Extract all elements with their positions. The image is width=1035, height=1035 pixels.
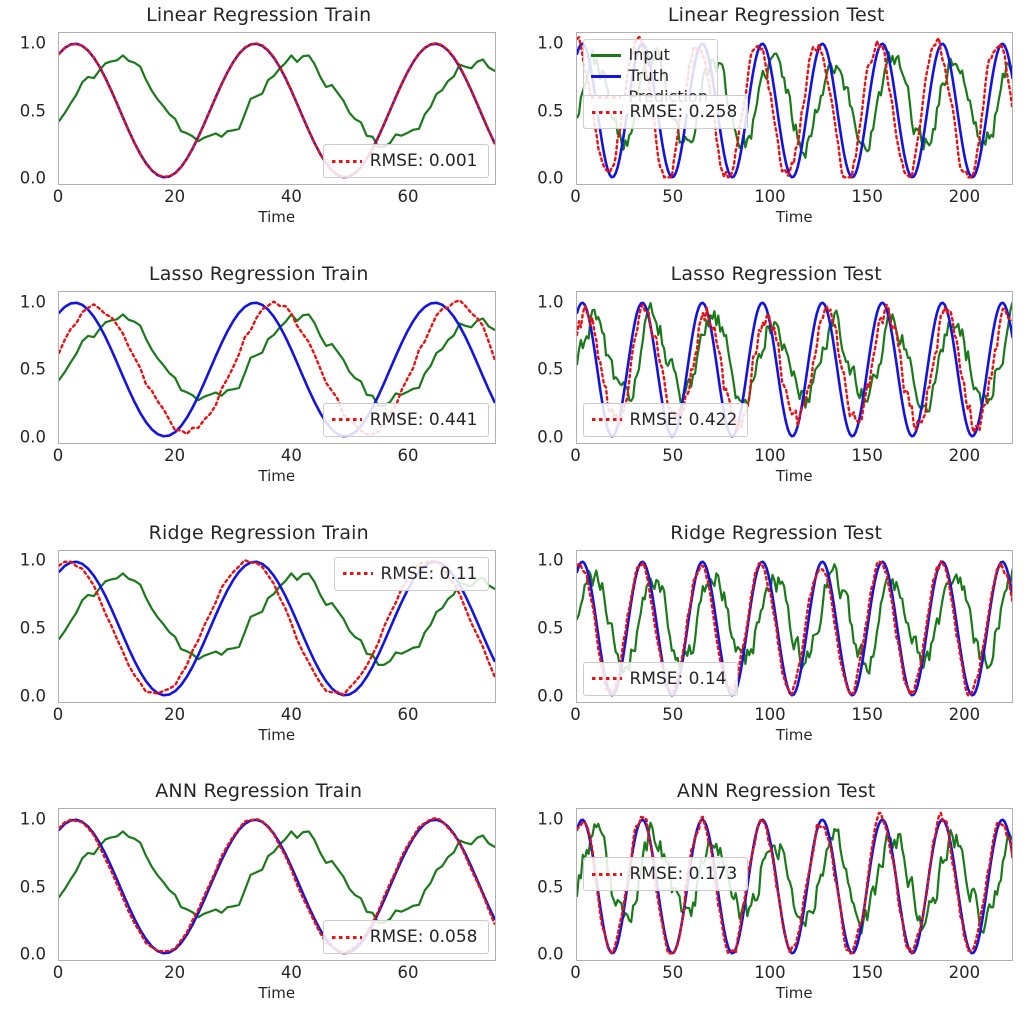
y-tick-label: 1.0 bbox=[19, 292, 46, 312]
x-tick-label: 20 bbox=[164, 963, 186, 983]
plot-area bbox=[58, 550, 496, 703]
plot-area bbox=[58, 32, 496, 185]
y-tick-label: 1.0 bbox=[537, 33, 564, 53]
x-tick-label: 150 bbox=[851, 445, 883, 465]
x-tick-label: 0 bbox=[52, 187, 64, 206]
x-axis-title: Time bbox=[775, 208, 813, 226]
rmse-legend[interactable] bbox=[583, 857, 749, 891]
x-tick-label: 200 bbox=[948, 704, 981, 724]
rmse-label: RMSE: 0.001 bbox=[369, 151, 478, 171]
y-tick-label: 1.0 bbox=[537, 292, 564, 312]
y-tick-label: 0.5 bbox=[537, 877, 564, 897]
y-tick-label: 1.0 bbox=[19, 33, 46, 53]
plot-area bbox=[576, 291, 1014, 444]
y-tick-label: 0.5 bbox=[19, 359, 46, 379]
subplot-title: ANN Regression Train bbox=[155, 780, 363, 803]
x-axis-ticks bbox=[52, 445, 496, 468]
subplot-title: Ridge Regression Train bbox=[148, 521, 369, 544]
x-tick-label: 0 bbox=[52, 704, 64, 724]
panel-container bbox=[0, 0, 518, 259]
panel-container bbox=[518, 0, 1035, 259]
legend-label: Truth bbox=[628, 66, 670, 86]
x-tick-label: 60 bbox=[397, 445, 419, 465]
rmse-label: RMSE: 0.258 bbox=[629, 102, 738, 122]
panel-container bbox=[0, 518, 518, 777]
y-tick-label: 0.0 bbox=[19, 427, 46, 447]
y-tick-label: 0.0 bbox=[19, 686, 46, 706]
x-axis-title: Time bbox=[258, 984, 296, 1003]
x-axis-title: Time bbox=[775, 466, 813, 485]
panel-container bbox=[518, 259, 1035, 518]
x-tick-label: 150 bbox=[851, 187, 883, 206]
x-tick-label: 200 bbox=[948, 445, 981, 465]
x-axis-title: Time bbox=[775, 725, 813, 744]
rmse-legend[interactable] bbox=[583, 403, 749, 437]
y-axis-ticks bbox=[0, 808, 52, 964]
x-tick-label: 60 bbox=[397, 187, 419, 206]
rmse-label: RMSE: 0.11 bbox=[380, 563, 478, 584]
x-tick-label: 50 bbox=[662, 963, 684, 983]
y-tick-label: 0.5 bbox=[19, 101, 46, 121]
series-input bbox=[59, 55, 495, 147]
y-tick-label: 0.5 bbox=[19, 877, 46, 897]
x-axis-ticks bbox=[52, 963, 496, 985]
rmse-label: RMSE: 0.14 bbox=[629, 668, 727, 689]
x-axis-ticks bbox=[570, 445, 1014, 468]
rmse-legend[interactable] bbox=[583, 95, 749, 129]
x-tick-label: 0 bbox=[570, 704, 581, 724]
subplot-title: Linear Regression Test bbox=[667, 4, 885, 26]
x-axis-title: Time bbox=[775, 984, 813, 1003]
x-axis-ticks bbox=[52, 187, 496, 209]
y-axis-ticks bbox=[518, 291, 570, 447]
subplot-8 bbox=[518, 776, 1035, 1035]
rmse-legend[interactable] bbox=[323, 403, 489, 437]
y-tick-label: 0.0 bbox=[537, 686, 564, 706]
series-input bbox=[59, 832, 495, 924]
x-tick-label: 100 bbox=[754, 445, 786, 465]
panel-container bbox=[0, 776, 518, 1035]
subplot-1 bbox=[0, 0, 518, 259]
y-tick-label: 1.0 bbox=[537, 550, 564, 570]
x-tick-label: 0 bbox=[52, 445, 64, 465]
plot-area bbox=[576, 32, 1014, 185]
x-axis-ticks bbox=[570, 704, 1014, 727]
x-tick-label: 50 bbox=[662, 704, 684, 724]
rmse-legend[interactable] bbox=[583, 662, 738, 696]
plot-area bbox=[58, 808, 496, 961]
subplot-title: Linear Regression Train bbox=[146, 4, 372, 26]
panel-container bbox=[0, 259, 518, 518]
y-tick-label: 0.5 bbox=[537, 359, 564, 379]
y-axis-ticks bbox=[0, 550, 52, 706]
y-axis-ticks bbox=[518, 32, 570, 188]
x-tick-label: 200 bbox=[948, 963, 981, 983]
y-tick-label: 1.0 bbox=[537, 809, 564, 829]
legend-item bbox=[591, 45, 708, 66]
y-tick-label: 0.0 bbox=[537, 427, 564, 447]
series-input bbox=[59, 314, 495, 406]
y-tick-label: 0.0 bbox=[19, 168, 46, 188]
x-axis-title: Time bbox=[258, 725, 296, 744]
x-tick-label: 0 bbox=[570, 963, 581, 983]
x-tick-label: 20 bbox=[164, 445, 186, 465]
rmse-label: RMSE: 0.441 bbox=[369, 409, 478, 430]
y-tick-label: 1.0 bbox=[19, 550, 46, 570]
legend-item bbox=[591, 66, 708, 87]
y-tick-label: 0.5 bbox=[19, 618, 46, 638]
subplot-2 bbox=[518, 0, 1035, 259]
x-axis-title: Time bbox=[258, 466, 296, 485]
x-tick-label: 0 bbox=[570, 187, 581, 206]
x-tick-label: 150 bbox=[851, 963, 883, 983]
x-axis-ticks bbox=[52, 704, 496, 727]
y-tick-label: 0.0 bbox=[537, 944, 564, 964]
y-axis-ticks bbox=[518, 808, 570, 964]
subplot-4 bbox=[518, 259, 1035, 518]
x-tick-label: 0 bbox=[570, 445, 581, 465]
subplot-5 bbox=[0, 518, 518, 777]
y-tick-label: 0.5 bbox=[537, 618, 564, 638]
x-tick-label: 50 bbox=[662, 187, 684, 206]
x-tick-label: 60 bbox=[397, 704, 419, 724]
x-tick-label: 40 bbox=[280, 445, 302, 465]
subplot-3 bbox=[0, 259, 518, 518]
x-tick-label: 40 bbox=[280, 963, 302, 983]
legend-label: Input bbox=[628, 45, 670, 65]
rmse-label: RMSE: 0.422 bbox=[629, 409, 738, 430]
rmse-label: RMSE: 0.058 bbox=[369, 927, 478, 948]
y-axis-ticks bbox=[0, 32, 52, 188]
series-input bbox=[577, 564, 1013, 673]
x-axis-title: Time bbox=[258, 208, 296, 226]
y-tick-label: 0.0 bbox=[19, 944, 46, 964]
x-tick-label: 100 bbox=[754, 704, 786, 724]
y-tick-label: 1.0 bbox=[19, 809, 46, 829]
y-tick-label: 0.0 bbox=[537, 168, 564, 188]
plot-area bbox=[576, 550, 1014, 703]
x-axis-ticks bbox=[570, 187, 1014, 209]
plot-area bbox=[58, 291, 496, 444]
rmse-legend[interactable] bbox=[323, 920, 489, 954]
subplot-title: Ridge Regression Test bbox=[670, 521, 883, 544]
rmse-label: RMSE: 0.173 bbox=[629, 864, 738, 885]
x-tick-label: 40 bbox=[280, 187, 302, 206]
x-tick-label: 20 bbox=[164, 704, 186, 724]
series-input bbox=[577, 302, 1013, 411]
plot-area bbox=[576, 808, 1014, 961]
x-tick-label: 0 bbox=[52, 963, 64, 983]
rmse-legend[interactable] bbox=[334, 557, 489, 591]
x-axis-ticks bbox=[570, 963, 1014, 985]
subplot-6 bbox=[518, 518, 1035, 777]
panel-container bbox=[518, 776, 1035, 1035]
x-tick-label: 20 bbox=[164, 187, 186, 206]
y-tick-label: 0.5 bbox=[537, 101, 564, 121]
subplot-title: Lasso Regression Train bbox=[148, 262, 369, 285]
x-tick-label: 100 bbox=[754, 963, 786, 983]
x-tick-label: 150 bbox=[851, 704, 883, 724]
x-tick-label: 40 bbox=[280, 704, 302, 724]
x-tick-label: 200 bbox=[948, 187, 981, 206]
subplot-title: Lasso Regression Test bbox=[670, 262, 882, 285]
rmse-legend[interactable] bbox=[323, 144, 489, 178]
panel-container bbox=[518, 518, 1035, 777]
subplot-title: ANN Regression Test bbox=[676, 780, 876, 803]
x-tick-label: 100 bbox=[754, 187, 786, 206]
y-axis-ticks bbox=[0, 291, 52, 447]
y-axis-ticks bbox=[518, 550, 570, 706]
x-tick-label: 50 bbox=[662, 445, 684, 465]
x-tick-label: 60 bbox=[397, 963, 419, 983]
subplot-7 bbox=[0, 776, 518, 1035]
